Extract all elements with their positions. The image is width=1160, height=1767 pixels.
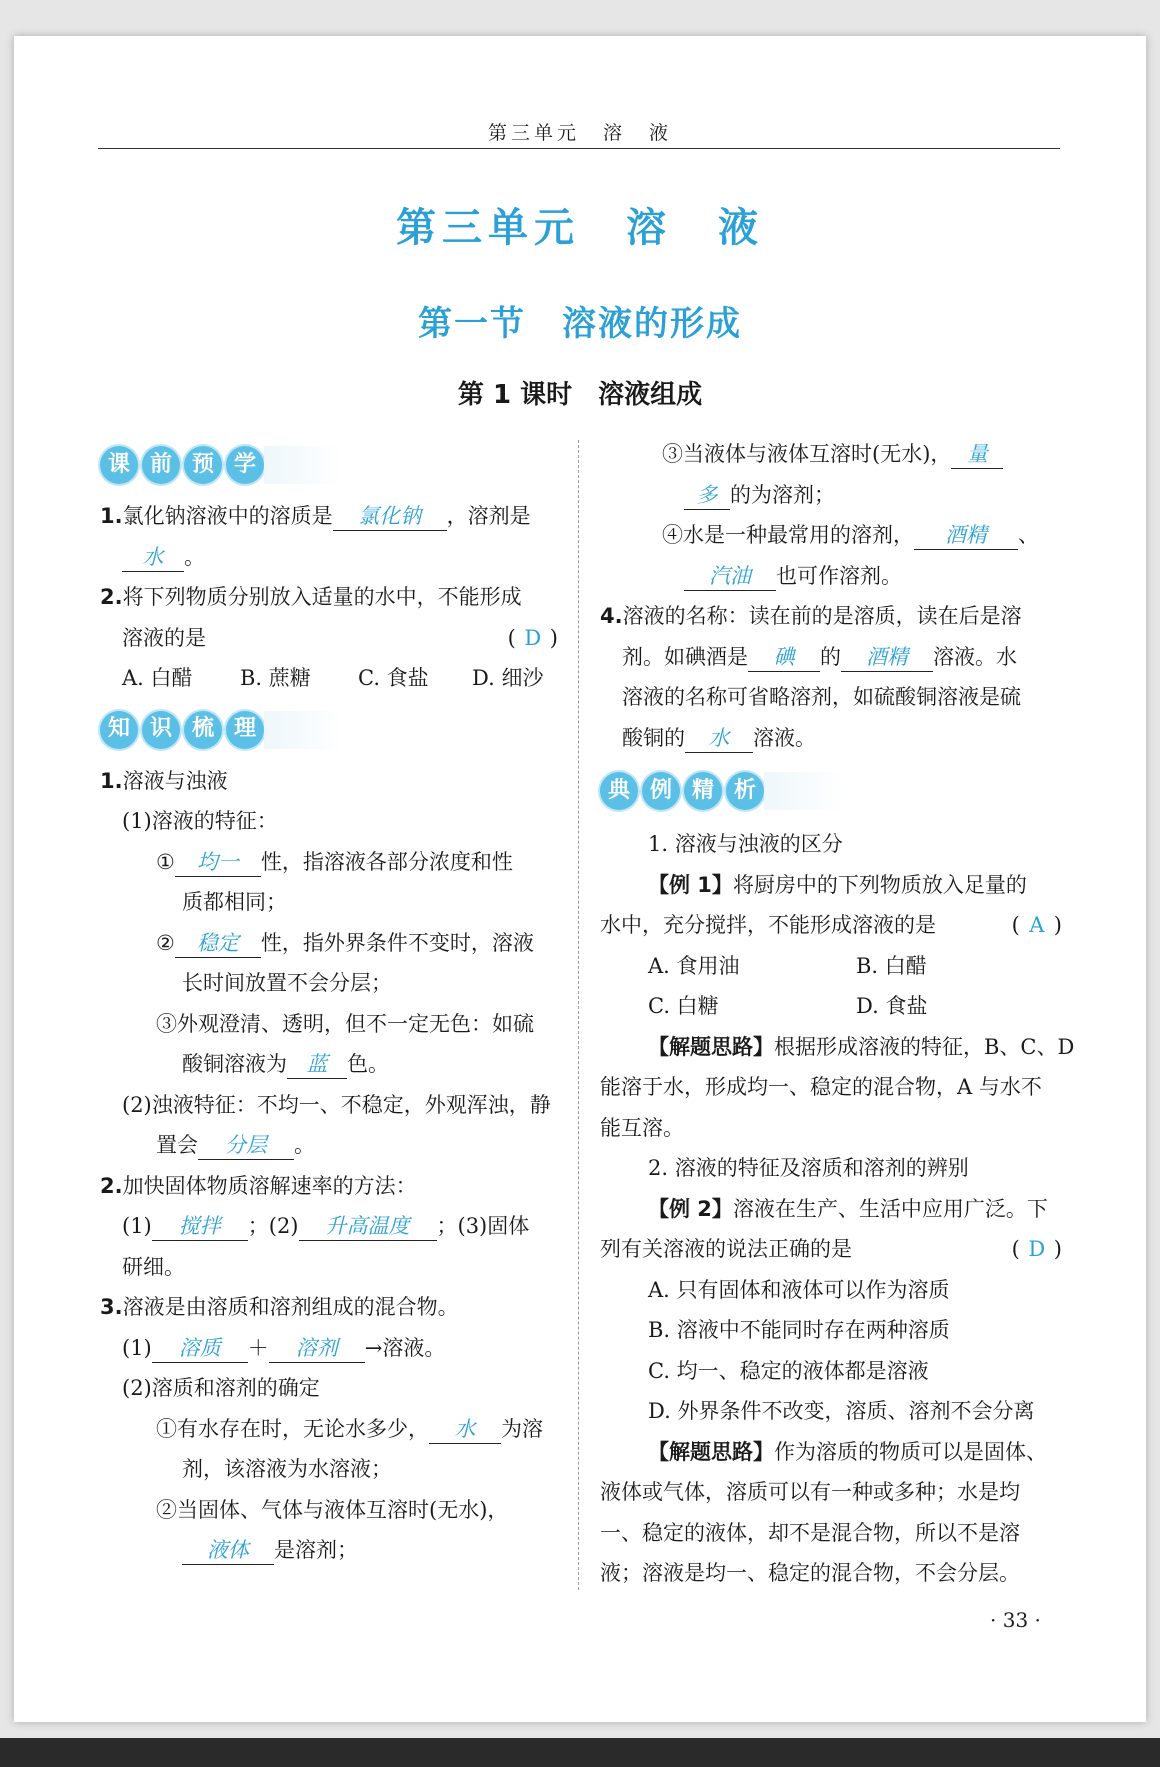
question-text: ，溶剂是: [446, 504, 531, 528]
example-2-line1: [600, 1189, 1062, 1230]
item-number: 3.: [100, 1295, 123, 1319]
badge-tail: [264, 711, 344, 749]
example-1-heading: [600, 824, 1062, 865]
badge-char: 精: [684, 772, 722, 810]
item-text: 剂，该溶液为水溶液；: [182, 1457, 392, 1481]
item-text: 研细。: [122, 1254, 185, 1279]
knowledge-3-r3: [600, 434, 1062, 475]
answer-choice: A: [1029, 913, 1045, 937]
page-number: · 33 ·: [990, 1608, 1041, 1632]
answer-blank: 溶质: [152, 1334, 248, 1363]
badge-char: 课: [100, 446, 138, 484]
knowledge-3-r4: [600, 515, 1062, 556]
answer-blank: 酒精: [841, 643, 933, 672]
option: D. 细沙: [472, 666, 544, 690]
item-text: 溶液与浊液: [122, 768, 228, 793]
badge-char: 典: [600, 772, 638, 810]
item-text: (1)溶液的特征：: [122, 809, 278, 833]
answer-blank: 酒精: [914, 521, 1018, 550]
example-2-heading: [600, 1148, 1062, 1189]
option: B. 溶液中不能同时存在两种溶质: [648, 1318, 950, 1342]
answer-blank: 水: [685, 724, 753, 753]
item-text: 。: [294, 1133, 315, 1157]
item-text: 的为溶剂；: [730, 482, 835, 507]
item-text: ②当固体、气体与液体互溶时(无水)，: [156, 1497, 509, 1522]
example-2-option: [600, 1391, 1062, 1432]
example-2-option: [600, 1270, 1062, 1311]
answer-choice: D: [1028, 1237, 1046, 1261]
knowledge-1-sub1: [100, 801, 558, 842]
badge-char: 析: [726, 772, 764, 810]
badge-char: 知: [100, 711, 138, 749]
item-text: ①: [156, 849, 175, 874]
solution-tag: 【解题思路】: [648, 1439, 774, 1464]
item-text: ＋: [247, 1335, 269, 1360]
item-text: 性，指外界条件不变时，溶液: [260, 930, 534, 955]
knowledge-3-formula: [100, 1328, 558, 1369]
item-text: (1): [122, 1214, 152, 1238]
column-divider: [578, 440, 579, 1590]
item-text: ①有水存在时，无论水多少，: [156, 1416, 429, 1441]
badge-tail: [764, 772, 844, 810]
example-1-options-a: [600, 946, 1062, 987]
example-2-line2: [600, 1229, 1062, 1270]
answer-blank: 多: [684, 481, 730, 510]
option: D. 食盐: [856, 994, 928, 1018]
example-tag: 【例 1】: [648, 872, 733, 897]
item-text: ；(2): [247, 1214, 299, 1238]
unit-title: 第三单元 溶 液: [396, 205, 764, 251]
example-text: 溶液在生产、生活中应用广泛。下: [732, 1196, 1048, 1221]
example-text: 将厨房中的下列物质放入足量的: [732, 872, 1027, 897]
item-text: 剂。如碘酒是: [622, 644, 748, 669]
option: D. 外界条件不改变，溶质、溶剂不会分离: [648, 1399, 1035, 1423]
option: A. 食用油: [648, 953, 740, 978]
heading-text: 1. 溶液与浊液的区分: [648, 832, 843, 856]
item-text: 为溶: [501, 1416, 543, 1441]
knowledge-1-p1: [100, 842, 558, 883]
example-text: 列有关溶液的说法正确的是: [600, 1237, 852, 1261]
item-text: ④水是一种最常用的溶剂，: [662, 523, 914, 547]
item-text: ③当液体与液体互溶时(无水)，: [662, 442, 952, 466]
answer-blank: 液体: [182, 1536, 274, 1565]
item-text: →溶液。: [364, 1335, 446, 1360]
example-1-options-b: [600, 986, 1062, 1027]
solution-tag: 【解题思路】: [648, 1034, 774, 1059]
answer-paren: ( D ): [508, 618, 558, 659]
knowledge-2: [100, 1166, 558, 1207]
knowledge-2-methods: [100, 1206, 558, 1247]
solution-text: 作为溶质的物质可以是固体、: [774, 1439, 1047, 1464]
knowledge-1-p2: [100, 923, 558, 964]
question-number: 2.: [100, 585, 123, 609]
answer-blank: 均一: [175, 848, 261, 877]
solution-text: 液；溶液是均一、稳定的混合物，不会分层。: [600, 1561, 1020, 1585]
example-2-sol3: [600, 1513, 1062, 1554]
option: B. 白醋: [856, 953, 927, 978]
example-1-line1: [600, 865, 1062, 906]
knowledge-3-sub2: [100, 1368, 558, 1409]
badge-examples: [600, 758, 1062, 824]
example-tag: 【例 2】: [648, 1196, 733, 1221]
answer-blank: 分层: [198, 1131, 294, 1160]
question-1-cont: [100, 537, 558, 578]
knowledge-1-sub2-cont: [100, 1125, 558, 1166]
knowledge-1-p2-cont: [100, 963, 558, 1004]
knowledge-1-p3-cont: [100, 1044, 558, 1085]
item-text: 溶液是由溶质和溶剂组成的混合物。: [122, 1295, 459, 1319]
answer-paren: ( D ): [1012, 1229, 1062, 1270]
knowledge-3: [100, 1287, 558, 1328]
answer-blank: 稳定: [175, 929, 261, 958]
question-2-cont: [100, 618, 558, 659]
item-text: ③外观澄清、透明，但不一定无色：如硫: [156, 1011, 534, 1036]
option: A. 白醋: [122, 666, 193, 690]
item-text: 色。: [347, 1052, 389, 1076]
example-1-sol1: [600, 1027, 1075, 1068]
option: B. 蔗糖: [240, 666, 311, 690]
knowledge-1-p1-cont: [100, 882, 558, 923]
solution-text: 根据形成溶液的特征，B、C、D: [774, 1034, 1075, 1059]
question-text: 。: [184, 544, 205, 569]
knowledge-4: [600, 596, 1062, 637]
question-2: [100, 577, 558, 618]
question-text: 氯化钠溶液中的溶质是: [122, 504, 333, 528]
answer-paren: ( A ): [1012, 905, 1062, 946]
item-text: 性，指溶液各部分浓度和性: [260, 849, 513, 874]
example-2-sol1: [600, 1432, 1062, 1473]
item-text: 长时间放置不会分层；: [182, 971, 392, 995]
example-2-option: [600, 1351, 1062, 1392]
answer-blank: 溶剂: [269, 1334, 365, 1363]
example-2-sol4: [600, 1553, 1062, 1594]
item-text: 的: [820, 644, 841, 669]
item-text: ；(3)固体: [436, 1214, 530, 1238]
knowledge-3-r1: [100, 1409, 558, 1450]
option: C. 白糖: [648, 994, 719, 1018]
badge-knowledge: [100, 699, 558, 761]
solution-text: 能溶于水，形成均一、稳定的混合物，A 与水不: [600, 1075, 1042, 1099]
question-2-options: [100, 658, 558, 699]
solution-text: 液体或气体，溶质可以有一种或多种；水是均: [600, 1480, 1020, 1504]
example-text: 水中，充分搅拌，不能形成溶液的是: [600, 913, 936, 937]
knowledge-1-p3: [100, 1004, 558, 1045]
knowledge-2-cont: [100, 1247, 558, 1288]
badge-char: 识: [142, 711, 180, 749]
solution-text: 一、稳定的液体，却不是混合物，所以不是溶: [600, 1520, 1020, 1545]
badge-char: 预: [184, 446, 222, 484]
item-number: 2.: [100, 1173, 123, 1198]
item-text: 溶液的名称可省略溶剂，如硫酸铜溶液是硫: [622, 685, 1021, 709]
answer-blank: 汽油: [684, 562, 776, 591]
item-text: (2)浊液特征：不均一、不稳定，外观浑浊，静: [122, 1092, 551, 1117]
item-text: 置会: [156, 1133, 198, 1157]
header-rule: [98, 148, 1060, 149]
item-text: 是溶剂；: [274, 1538, 358, 1562]
bottom-bar: [0, 1738, 1160, 1767]
item-text: 加快固体物质溶解速率的方法：: [122, 1173, 417, 1198]
knowledge-4-l4: [600, 718, 1062, 759]
question-text: 溶液的是: [122, 625, 206, 650]
item-text: 酸铜溶液为: [182, 1052, 287, 1076]
question-text: 将下列物质分别放入适量的水中，不能形成: [122, 585, 522, 609]
item-text: 溶液的名称：读在前的是溶质，读在后是溶: [622, 604, 1022, 628]
knowledge-3-r1-cont: [100, 1449, 558, 1490]
section-title: 第一节 溶液的形成: [418, 304, 742, 344]
left-column: [100, 434, 558, 1571]
running-head: 第三单元 溶 液: [487, 122, 672, 144]
knowledge-4-l2: [600, 637, 1062, 678]
answer-blank: 氯化钠: [333, 502, 447, 531]
solution-text: 能互溶。: [600, 1115, 684, 1140]
option: C. 均一、稳定的液体都是溶液: [648, 1358, 929, 1383]
option: A. 只有固体和液体可以作为溶质: [648, 1277, 950, 1302]
answer-blank: 水: [122, 543, 184, 572]
knowledge-3-r2-cont: [100, 1530, 558, 1571]
lesson-title: 第 1 课时 溶液组成: [457, 380, 703, 410]
answer-blank: 量: [951, 440, 1003, 469]
item-text: 酸铜的: [622, 725, 685, 750]
example-1-sol3: [600, 1108, 1062, 1149]
right-column: [600, 434, 1075, 1594]
item-text: 质都相同；: [182, 890, 287, 914]
item-text: ②: [156, 930, 175, 955]
knowledge-1: [100, 761, 558, 802]
item-text: 、: [1018, 523, 1039, 547]
answer-blank: 碘: [748, 643, 820, 672]
knowledge-3-r2: [100, 1490, 558, 1531]
item-number: 1.: [100, 768, 123, 793]
answer-blank: 升高温度: [299, 1212, 437, 1241]
badge-char: 例: [642, 772, 680, 810]
answer-blank: 水: [429, 1415, 501, 1444]
answer-blank: 搅拌: [152, 1212, 248, 1241]
badge-char: 前: [142, 446, 180, 484]
question-1: [100, 496, 558, 537]
answer-choice: D: [524, 625, 542, 650]
heading-text: 2. 溶液的特征及溶质和溶剂的辨别: [648, 1156, 969, 1180]
knowledge-3-r4-cont: [600, 556, 1062, 597]
badge-char: 理: [226, 711, 264, 749]
example-1-line2: [600, 905, 1062, 946]
item-text: (2)溶质和溶剂的确定: [122, 1376, 320, 1400]
example-1-sol2: [600, 1067, 1062, 1108]
item-number: 4.: [600, 604, 623, 628]
item-text: 溶液。水: [933, 644, 1017, 669]
item-text: (1): [122, 1335, 152, 1360]
knowledge-1-sub2: [100, 1085, 558, 1126]
answer-blank: 蓝: [287, 1050, 347, 1079]
item-text: 也可作溶剂。: [776, 563, 902, 588]
badge-char: 学: [226, 446, 264, 484]
knowledge-3-r3-cont: [600, 475, 1062, 516]
example-2-sol2: [600, 1472, 1062, 1513]
knowledge-4-l3: [600, 677, 1062, 718]
badge-tail: [264, 446, 344, 484]
badge-char: 梳: [184, 711, 222, 749]
item-text: 溶液。: [753, 725, 816, 750]
example-2-option: [600, 1310, 1062, 1351]
badge-preview: [100, 434, 558, 496]
option: C. 食盐: [358, 666, 429, 690]
question-number: 1.: [100, 504, 123, 528]
